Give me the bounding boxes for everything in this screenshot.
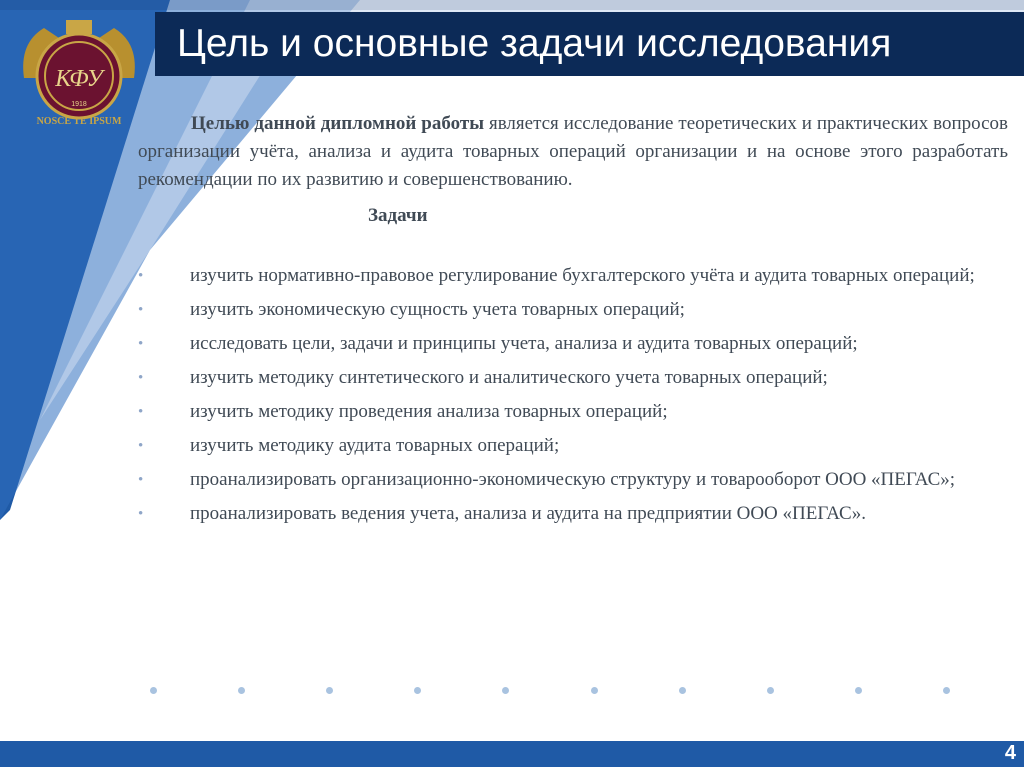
dot-icon [943, 687, 950, 694]
list-item: • изучить методику синтетического и аналитического учета товарных операций; [138, 364, 1008, 392]
logo-motto: NOSCE TE IPSUM [36, 116, 122, 127]
list-item: • изучить нормативно-правовое регулирование бухгалтерского учёта и аудита товарных операций; [138, 262, 1008, 290]
bullet-icon: • [138, 506, 144, 522]
dot-icon [238, 687, 245, 694]
bullet-icon: • [138, 404, 144, 420]
goal-lead: Целью данной дипломной работы [191, 113, 485, 134]
list-item: • проанализировать ведения учета, анализа и аудита на предприятии ООО «ПЕГАС». [138, 500, 1008, 528]
bullet-icon: • [138, 268, 144, 284]
page-number: 4 [1004, 742, 1016, 764]
dot-icon [591, 687, 598, 694]
list-item: • изучить экономическую сущность учета товарных операций; [138, 296, 1008, 324]
dot-icon [414, 687, 421, 694]
list-item: • изучить методику проведения анализа товарных операций; [138, 398, 1008, 426]
bullet-icon: • [138, 302, 144, 318]
list-item: • изучить методику аудита товарных операций; [138, 432, 1008, 460]
title-bar [155, 12, 1024, 76]
dot-icon [767, 687, 774, 694]
decorative-dots [150, 687, 950, 699]
dot-icon [326, 687, 333, 694]
footer-bar [0, 741, 1024, 767]
dot-icon [502, 687, 509, 694]
dot-icon [855, 687, 862, 694]
bullet-icon: • [138, 336, 144, 352]
slide-title: Цель и основные задачи исследования [177, 22, 892, 65]
tasks-heading: Задачи [368, 205, 428, 226]
university-logo [4, 8, 154, 128]
bullet-icon: • [138, 472, 144, 488]
dot-icon [150, 687, 157, 694]
tasks-list [138, 262, 1008, 528]
goal-paragraph [138, 110, 1008, 194]
logo-year: 1918 [71, 101, 87, 108]
goal-text: является исследование теоретических и практических вопросов организации учёта, анализа и аудита товарных операций организации и на основе этого разработать рекомендации по их развитию и совершенствованию. [138, 113, 1008, 190]
bullet-icon: • [138, 370, 144, 386]
list-item: • исследовать цели, задачи и принципы учета, анализа и аудита товарных операций; [138, 330, 1008, 358]
bullet-icon: • [138, 438, 144, 454]
slide-content [138, 110, 1008, 534]
list-item: • проанализировать организационно-экономическую структуру и товарооборот ООО «ПЕГАС»; [138, 466, 1008, 494]
logo-letters: КФУ [55, 66, 103, 92]
dot-icon [679, 687, 686, 694]
